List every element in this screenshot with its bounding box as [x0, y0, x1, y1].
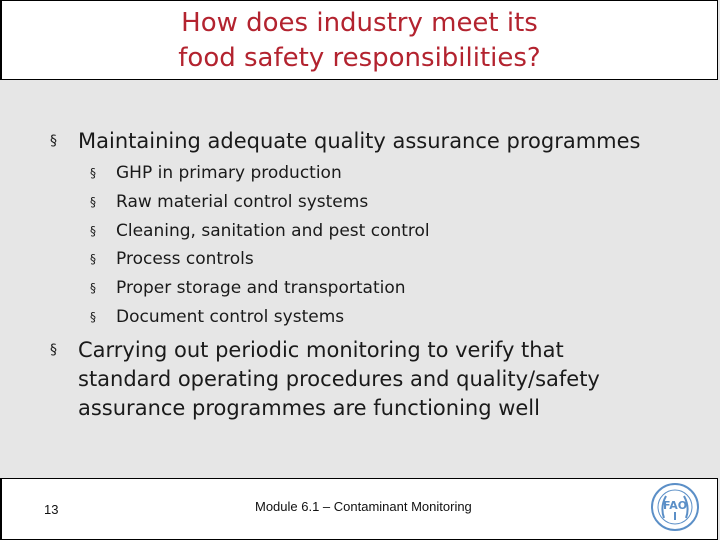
sub-bullet-text: Proper storage and transportation	[116, 278, 406, 299]
fao-logo-icon	[650, 482, 700, 532]
sub-bullet-text: Raw material control systems	[116, 191, 369, 212]
bullet-marker: §	[90, 194, 96, 209]
logo-text: FAO	[662, 499, 688, 512]
bullet-marker: §	[90, 223, 96, 238]
bullet-text-line-1: Carrying out periodic monitoring to verify that	[78, 338, 564, 362]
title-box	[0, 0, 718, 80]
slide-title	[2, 6, 717, 76]
sub-bullet-text: Document control systems	[116, 306, 345, 327]
bullet-marker: §	[90, 281, 96, 296]
bullet-marker: §	[90, 309, 96, 324]
sub-bullet-text: GHP in primary production	[116, 163, 342, 183]
sub-bullet-text: Cleaning, sanitation and pest control	[116, 220, 430, 241]
sub-bullet-text: Process controls	[116, 249, 254, 270]
bullet-text: Maintaining adequate quality assurance programmes	[78, 129, 641, 153]
bullet-marker: §	[50, 133, 57, 149]
module-label: Module 6.1 – Contaminant Monitoring	[255, 499, 472, 514]
bullet-marker: §	[90, 166, 96, 180]
title-line-1: How does industry meet its	[181, 8, 538, 38]
bullet-text-line-3: assurance programmes are functioning well	[78, 396, 540, 420]
bullet-marker: §	[90, 252, 96, 267]
bullet-text-line-2: standard operating procedures and quality/safety	[78, 367, 600, 391]
title-line-2: food safety responsibilities?	[178, 43, 541, 73]
page-number: 13	[44, 502, 59, 517]
bullet-marker: §	[50, 342, 57, 358]
